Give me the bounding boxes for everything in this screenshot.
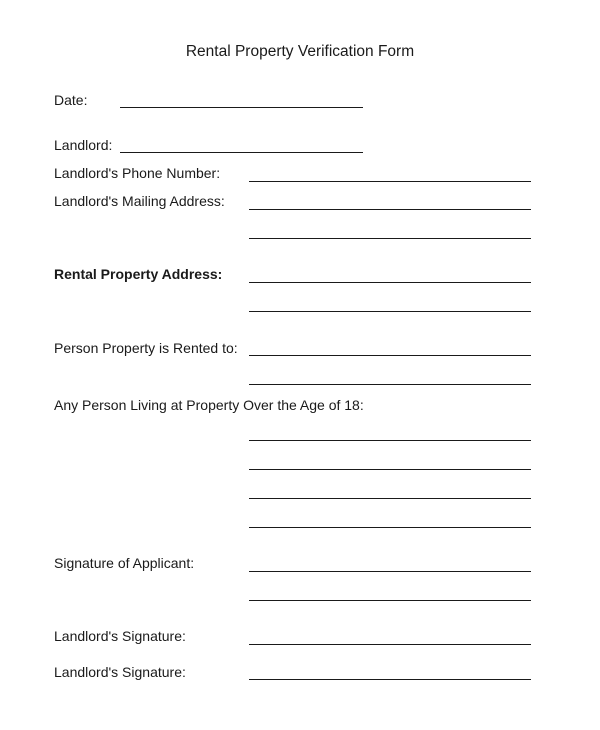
persons-over-18-line-1[interactable] <box>249 440 531 441</box>
landlord-signature-line-2[interactable] <box>249 679 531 680</box>
persons-over-18-line-2[interactable] <box>249 469 531 470</box>
person-rented-to-label: Person Property is Rented to: <box>54 340 238 356</box>
landlord-field-line[interactable] <box>120 152 363 153</box>
landlord-signature-label-2: Landlord's Signature: <box>54 664 186 680</box>
applicant-signature-line-2[interactable] <box>249 600 531 601</box>
landlord-mailing-address-label: Landlord's Mailing Address: <box>54 193 225 209</box>
form-title: Rental Property Verification Form <box>185 43 415 60</box>
date-label: Date: <box>54 92 88 108</box>
persons-over-18-label: Any Person Living at Property Over the Age of 18: <box>54 397 364 413</box>
landlord-phone-field-line[interactable] <box>249 181 531 182</box>
date-field-line[interactable] <box>120 107 363 108</box>
landlord-signature-label-1: Landlord's Signature: <box>54 628 186 644</box>
landlord-mailing-address-line-1[interactable] <box>249 209 531 210</box>
person-rented-to-line-1[interactable] <box>249 355 531 356</box>
landlord-phone-label: Landlord's Phone Number: <box>54 165 221 181</box>
rental-property-address-line-2[interactable] <box>249 311 531 312</box>
landlord-mailing-address-line-2[interactable] <box>249 238 531 239</box>
landlord-label: Landlord: <box>54 137 113 153</box>
applicant-signature-label: Signature of Applicant: <box>54 555 195 571</box>
landlord-signature-line-1[interactable] <box>249 644 531 645</box>
rental-property-address-line-1[interactable] <box>249 282 531 283</box>
person-rented-to-line-2[interactable] <box>249 384 531 385</box>
persons-over-18-line-4[interactable] <box>249 527 531 528</box>
rental-property-address-label: Rental Property Address: <box>54 266 223 282</box>
applicant-signature-line-1[interactable] <box>249 571 531 572</box>
persons-over-18-line-3[interactable] <box>249 498 531 499</box>
